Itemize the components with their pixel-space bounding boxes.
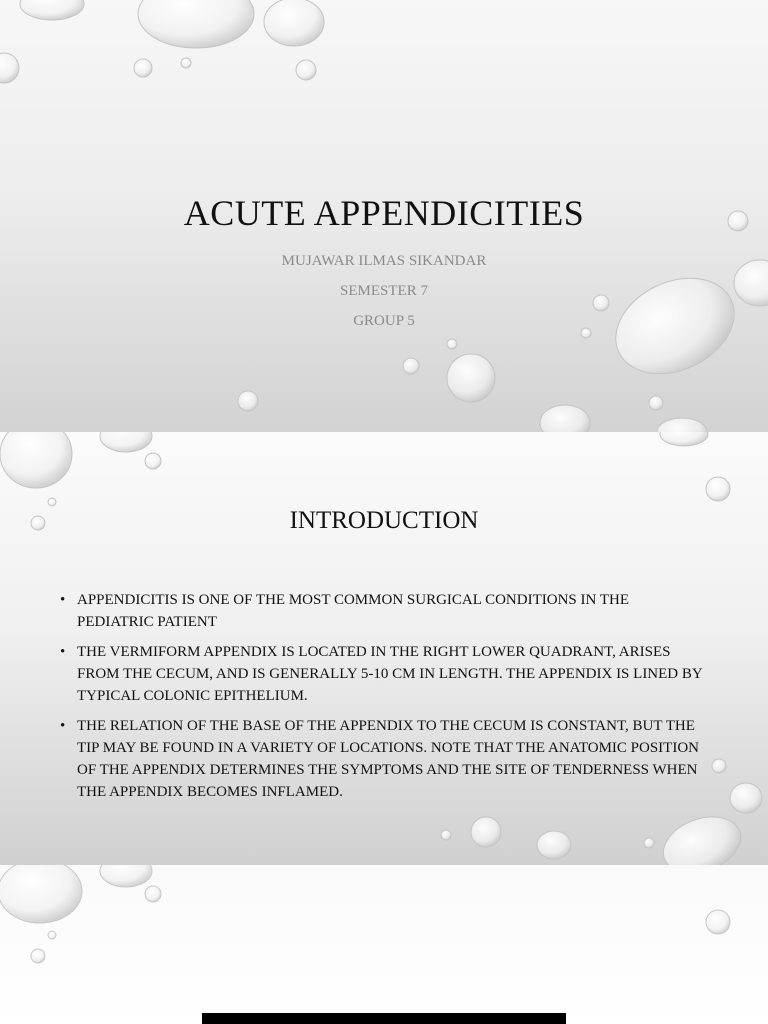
- bullet-point: •: [60, 718, 66, 734]
- list-item: [60, 715, 705, 803]
- semester-label: SEMESTER 7: [340, 283, 428, 299]
- author-name: MUJAWAR ILMAS SIKANDAR: [281, 253, 487, 269]
- group-label: GROUP 5: [353, 313, 415, 329]
- bullet-list: [60, 589, 705, 811]
- section-heading: INTRODUCTION: [289, 507, 479, 534]
- bullet-point: •: [60, 592, 66, 608]
- bullet-text: THE RELATION OF THE BASE OF THE APPENDIX TO THE CECUM IS CONSTANT, BUT THE TIP MAY BE FOUND IN A VARIETY OF LOCATIONS. NOTE THAT THE ANATOMIC POSITION OF THE APPENDIX DETERMINES THE SYMPTOMS AND THE SITE OF TENDERNESS WHEN THE APPENDIX BECOMES INFLAMED.: [77, 718, 699, 800]
- title-slide: [0, 0, 768, 432]
- list-item: [60, 589, 705, 633]
- bullet-text: THE VERMIFORM APPENDIX IS LOCATED IN THE RIGHT LOWER QUADRANT, ARISES FROM THE CECUM, AND IS GENERALLY 5-10 CM IN LENGTH. THE APPENDIX IS LINED BY TYPICAL COLONIC EPITHELIUM.: [77, 644, 703, 704]
- presentation-title: ACUTE APPENDICITIES: [183, 193, 585, 233]
- water-drops-decoration: [0, 865, 768, 1024]
- bullet-point: •: [60, 644, 66, 660]
- bullet-text: APPENDICITIS IS ONE OF THE MOST COMMON SURGICAL CONDITIONS IN THE PEDIATRIC PATIENT: [77, 592, 629, 630]
- introduction-slide: [0, 432, 768, 865]
- slide-edge-bar: [202, 1013, 566, 1024]
- next-slide-preview: [0, 865, 768, 1024]
- list-item: [60, 641, 705, 707]
